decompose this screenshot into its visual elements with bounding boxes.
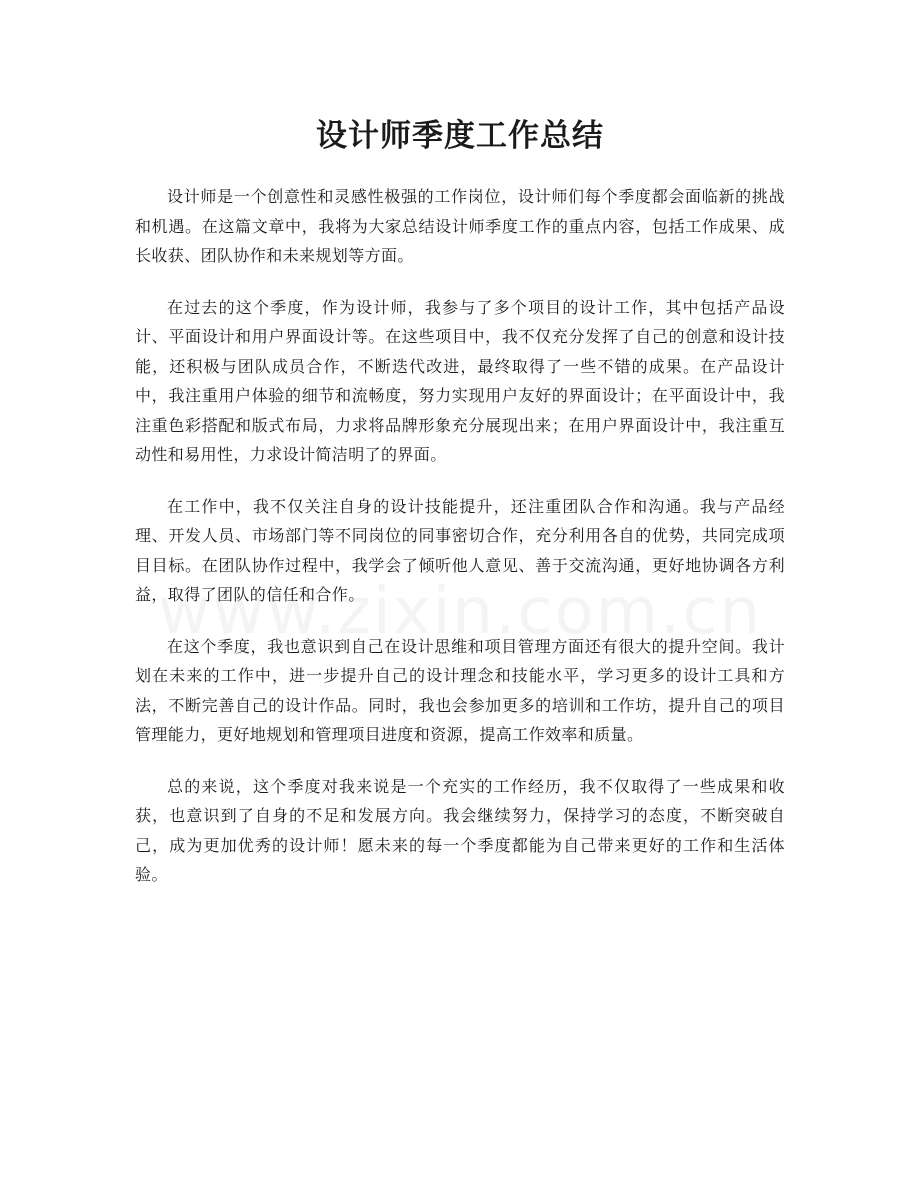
paragraph-improvement: 在这个季度，我也意识到自己在设计思维和项目管理方面还有很大的提升空间。我计划在未来的工作中，进一步提升自己的设计理念和技能水平，学习更多的设计工具和方法，不断完善自己的设计作品。同时，我也会参加更多的培训和工作坊，提升自己的项目管理能力，更好地规划和管理项目进度和资源，提高工作效率和质量。: [135, 636, 785, 744]
paragraph-intro: 设计师是一个创意性和灵感性极强的工作岗位，设计师们每个季度都会面临新的挑战和机遇。在这篇文章中，我将为大家总结设计师季度工作的重点内容，包括工作成果、成长收获、团队协作和未来规划等方面。: [135, 187, 785, 265]
page-title: 设计师季度工作总结: [316, 118, 604, 154]
document-body: [135, 182, 785, 912]
paragraph-achievements: 在过去的这个季度，作为设计师，我参与了多个项目的设计工作，其中包括产品设计、平面设计和用户界面设计等。在这些项目中，我不仅充分发挥了自己的创意和设计技能，还积极与团队成员合作，不断迭代改进，最终取得了一些不错的成果。在产品设计中，我注重用户体验的细节和流畅度，努力实现用户友好的界面设计；在平面设计中，我注重色彩搭配和版式布局，力求将品牌形象充分展现出来；在用户界面设计中，我注重互动性和易用性，力求设计简洁明了的界面。: [135, 297, 785, 464]
paragraph-teamwork: 在工作中，我不仅关注自身的设计技能提升，还注重团队合作和沟通。我与产品经理、开发人员、市场部门等不同岗位的同事密切合作，充分利用各自的优势，共同完成项目目标。在团队协作过程中，我学会了倾听他人意见、善于交流沟通，更好地协调各方利益，取得了团队的信任和合作。: [135, 496, 785, 604]
paragraph-conclusion: 总的来说，这个季度对我来说是一个充实的工作经历，我不仅取得了一些成果和收获，也意识到了自身的不足和发展方向。我会继续努力，保持学习的态度，不断突破自己，成为更加优秀的设计师！愿未来的每一个季度都能为自己带来更好的工作和生活体验。: [135, 776, 785, 884]
